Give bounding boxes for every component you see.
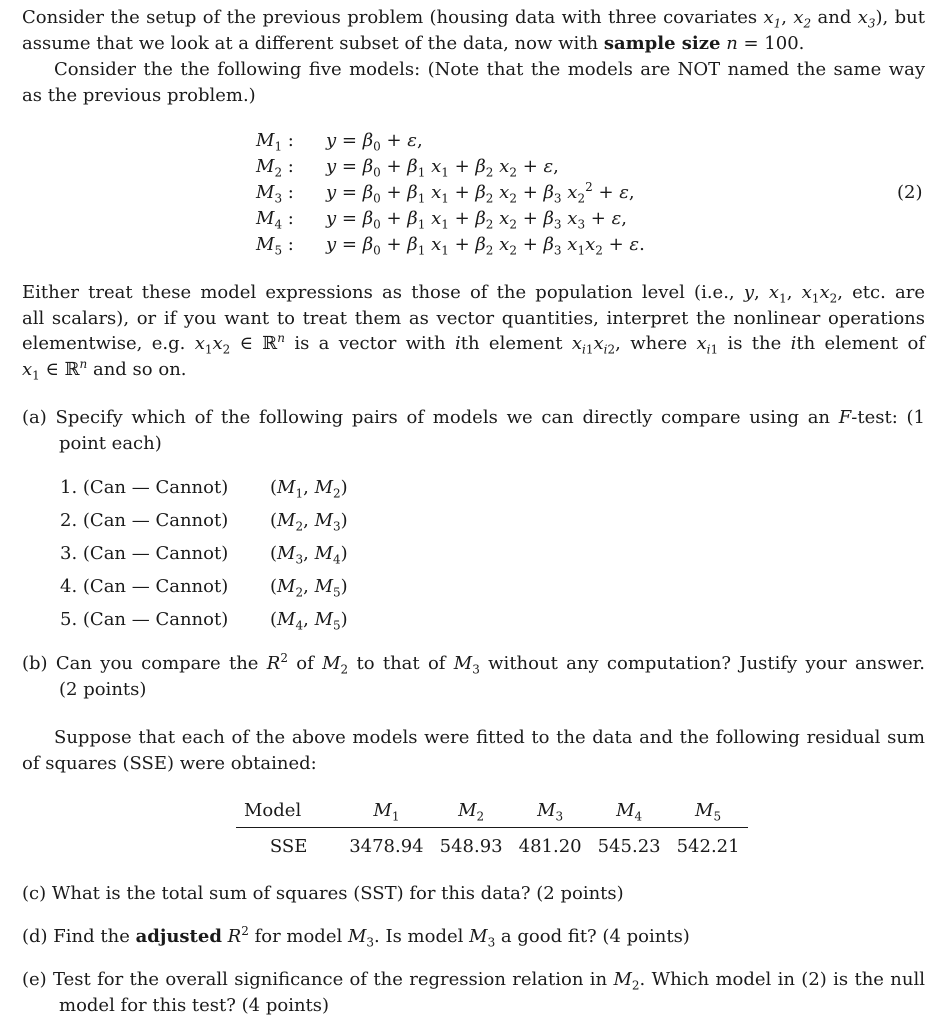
part-b-line-2: (2 points) <box>59 679 147 700</box>
sse-header-m3: $M_3$ <box>511 796 590 828</box>
sse-header-m2: $M_2$ <box>432 796 511 828</box>
model-equations <box>256 128 645 258</box>
model-equation-5: $M_5$ : $y = \beta_0 + \beta_1$ $x_1 + \beta_2$ $x_2 + \beta_3$ $x_1x_2 + \varepsilon$. <box>256 234 645 258</box>
choice-text: 4. (Can — Cannot) <box>60 576 229 597</box>
var-x2: $x_2$ <box>793 7 812 31</box>
part-e-line-1: (e) Test for the overall significance of the regression relation in $M_2$. Which model in (2) is the null <box>22 969 925 993</box>
choice-text: 1. (Can — Cannot) <box>60 477 229 498</box>
model-equation-4: $M_4$ : $y = \beta_0 + \beta_1$ $x_1 + \beta_2$ $x_2 + \beta_3$ $x_3 + \varepsilon$, <box>256 208 628 232</box>
part-b-line-1: (b) Can you compare the $R^2$ of $M_2$ to that of $M_3$ without any computation? Justify your answer. <box>22 651 925 677</box>
part-a-item-4 <box>60 575 348 600</box>
intro-line-2: assume that we look at a different subset of the data, now with sample size n = 100. <box>22 33 805 54</box>
model-pair: ($M_2$, $M_5$) <box>270 576 348 600</box>
model-equation-3: $M_3$ : $y = \beta_0 + \beta_1$ $x_1 + \beta_2$ $x_2 + \beta_3$ $x_2^2 + \varepsilon$, <box>256 180 635 206</box>
model-pair: ($M_4$, $M_5$) <box>270 609 348 633</box>
intro-line-4: as the previous problem.) <box>22 85 256 106</box>
var-n: n <box>726 33 738 54</box>
sse-header-m4: $M_4$ <box>590 796 669 828</box>
part-a-item-5 <box>60 608 348 633</box>
part-a-line-1: (a) Specify which of the following pairs of models we can directly compare using an F-test: (1 <box>22 407 925 428</box>
model-label: $M_3$ : <box>256 182 294 206</box>
intro-line-3: Consider the the following five models: (Note that the models are NOT named the same way <box>54 59 925 80</box>
sse-header-m5: $M_5$ <box>669 796 748 828</box>
model-equation-2: $M_2$ : $y = \beta_0 + \beta_1$ $x_1 + \beta_2$ $x_2 + \varepsilon$, <box>256 156 559 180</box>
sample-size-bold: sample size <box>603 33 721 54</box>
model-label: $M_5$ : <box>256 234 294 258</box>
choice-text: 2. (Can — Cannot) <box>60 510 229 531</box>
model-pair: ($M_3$, $M_4$) <box>270 543 348 567</box>
model-pair: ($M_1$, $M_2$) <box>270 477 348 501</box>
sse-header-label: Model <box>236 796 341 828</box>
sse-value-m3: 481.20 <box>518 836 582 857</box>
intro-line-1: Consider the setup of the previous problem (housing data with three covariates $x_1$, $x_2$ and $x_3$), but <box>22 7 925 31</box>
choice-text: 5. (Can — Cannot) <box>60 609 229 630</box>
var-x1: $x_1$ <box>763 7 782 31</box>
para2-line-1: Either treat these model expressions as those of the population level (i.e., y, $x_1$, $x_1x_2$, etc. are <box>22 282 926 306</box>
model-label: $M_4$ : <box>256 208 294 232</box>
sse-header-m1: $M_1$ <box>341 796 431 828</box>
model-label: $M_1$ : <box>256 130 294 154</box>
fitted-line-2: of squares (SSE) were obtained: <box>22 753 317 774</box>
part-a-item-2 <box>60 509 348 534</box>
para2-line-4: $x_1$ ∈ ℝ$^n$ and so on. <box>22 357 187 383</box>
adjusted-bold: adjusted <box>135 926 222 947</box>
sse-value-m1: 3478.94 <box>349 836 424 857</box>
model-equation-1: $M_1$ : $y = \beta_0 + \varepsilon$, <box>256 130 423 154</box>
model-pair: ($M_2$, $M_3$) <box>270 510 348 534</box>
choice-text: 3. (Can — Cannot) <box>60 543 229 564</box>
part-a-line-2: point each) <box>59 433 162 454</box>
part-e-line-2: model for this test? (4 points) <box>59 995 330 1016</box>
sse-value-m4: 545.23 <box>597 836 661 857</box>
para2-line-3: elementwise, e.g. $x_1x_2$ ∈ ℝ$^n$ is a vector with ith element $x_{i1}x_{i2}$, where $x_{i1}$ is the ith element of <box>22 331 925 357</box>
equation-number: (2) <box>897 182 923 203</box>
part-a-item-1 <box>60 476 348 501</box>
sse-table-value-row <box>236 828 748 862</box>
sse-value-m2: 548.93 <box>439 836 503 857</box>
sse-table-header-row <box>236 796 748 828</box>
part-a-item-3 <box>60 542 348 567</box>
sse-value-m5: 542.21 <box>676 836 740 857</box>
fitted-line-1: Suppose that each of the above models were fitted to the data and the following residual sum <box>54 727 925 748</box>
model-label: $M_2$ : <box>256 156 294 180</box>
para2-line-2: all scalars), or if you want to treat them as vector quantities, interpret the nonlinear operations <box>22 308 925 329</box>
sse-table <box>236 796 748 861</box>
part-d: (d) Find the adjusted $R^2$ for model $M_3$. Is model $M_3$ a good fit? (4 points) <box>22 924 690 950</box>
var-x3: $x_3$ <box>857 7 876 31</box>
part-c: (c) What is the total sum of squares (SST) for this data? (2 points) <box>22 883 624 904</box>
sse-row-label: SSE <box>269 836 308 857</box>
